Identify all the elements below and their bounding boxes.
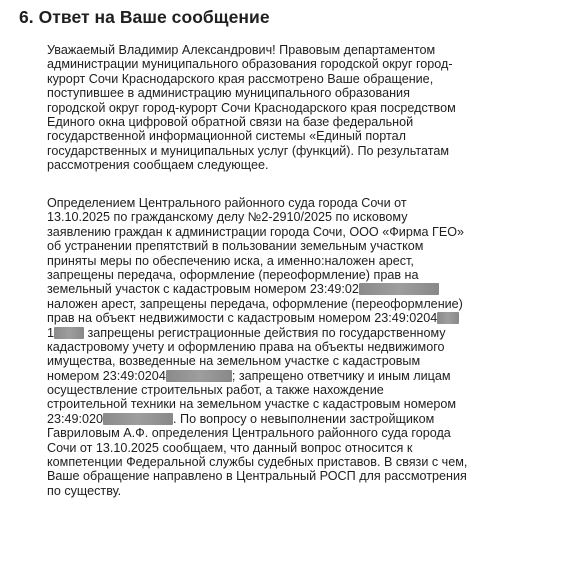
cadastral-number-fragment: 1 — [47, 325, 55, 340]
redaction-block — [54, 327, 84, 339]
text-line: Определением Центрального районного суда города Сочи от — [47, 196, 407, 210]
text-line: компетенции Федеральной службы судебных приставов. В связи с чем, — [47, 455, 468, 470]
text-line: Уважаемый Владимир Александрович! Правовым департаментом — [47, 43, 436, 57]
text-line: Сочи от 13.10.2025 сообщаем, что данный вопрос относится к — [47, 440, 413, 455]
text-line: 13.10.2025 по гражданскому делу №2-2910/2025 по исковому — [47, 210, 408, 225]
text-line: городской округ город-курорт Сочи Краснодарского края посредством — [47, 100, 456, 115]
letter-paragraph-greeting — [47, 43, 557, 173]
cadastral-number-prefix: прав на объект недвижимости с кадастровым номером 23:49:0204 — [47, 311, 438, 326]
text-line: заявлению граждан к администрации города Сочи, ООО «Фирма ГЕО» — [47, 224, 465, 239]
text-line-redacted — [47, 282, 557, 296]
text-line: имущества, возведенные на земельном участке с кадастровым — [47, 354, 421, 369]
text-line: осуществление строительных работ, а также нахождение — [47, 383, 384, 398]
text-line: приняты меры по обеспечению иска, а именно:наложен арест, — [47, 253, 414, 268]
text-line: об устранении препятствий в пользовании земельным участком — [47, 239, 424, 254]
cadastral-number-prefix: 23:49:020 — [47, 411, 104, 426]
text-line: рассмотрения сообщаем следующее. — [47, 158, 269, 173]
section-title: 6. Ответ на Ваше сообщение — [19, 7, 270, 27]
cadastral-number-prefix: номером 23:49:0204 — [47, 368, 166, 383]
text-line: по существу. — [47, 483, 122, 498]
letter-paragraph-court-ruling — [47, 196, 557, 498]
redaction-block — [166, 370, 232, 382]
text-line: строительной техники на земельном участке с кадастровым номером — [47, 397, 457, 412]
text-line: Ваше обращение направлено в Центральный РОСП для рассмотрения — [47, 469, 467, 484]
text-line-redacted — [47, 311, 557, 325]
text-line: курорт Сочи Краснодарского края рассмотрено Ваше обращение, — [47, 71, 434, 86]
text-line-redacted — [47, 326, 557, 340]
text-fragment: . По вопросу о невыполнении застройщиком — [173, 411, 435, 426]
text-line: государственной информационной системы «Единый портал — [47, 129, 406, 144]
text-line: Единого окна цифровой обратной связи на базе федеральной — [47, 114, 414, 129]
redaction-block — [359, 283, 439, 295]
text-line: Гавриловым А.Ф. определения Центрального районного суда города — [47, 426, 451, 441]
text-line: наложен арест, запрещены передача, оформление (переоформление) — [47, 296, 463, 311]
text-line: государственных и муниципальных услуг (функций). По результатам — [47, 143, 449, 158]
text-line: администрации муниципального образования городской округ город- — [47, 57, 453, 72]
redaction-block — [103, 413, 173, 425]
text-line: кадастровому учету и оформлению права на объекты недвижимого — [47, 339, 445, 354]
text-fragment: ; запрещено ответчику и иным лицам — [231, 368, 451, 383]
text-line-redacted — [47, 369, 557, 383]
redaction-block — [437, 312, 459, 324]
text-line-redacted — [47, 412, 557, 426]
text-line: поступившее в администрацию муниципального образования — [47, 86, 410, 101]
cadastral-number-prefix: земельный участок с кадастровым номером 23:49:02 — [47, 282, 359, 297]
text-line: запрещены передача, оформление (переоформление) прав на — [47, 267, 419, 282]
text-fragment: запрещены регистрационные действия по государственному — [84, 325, 446, 340]
